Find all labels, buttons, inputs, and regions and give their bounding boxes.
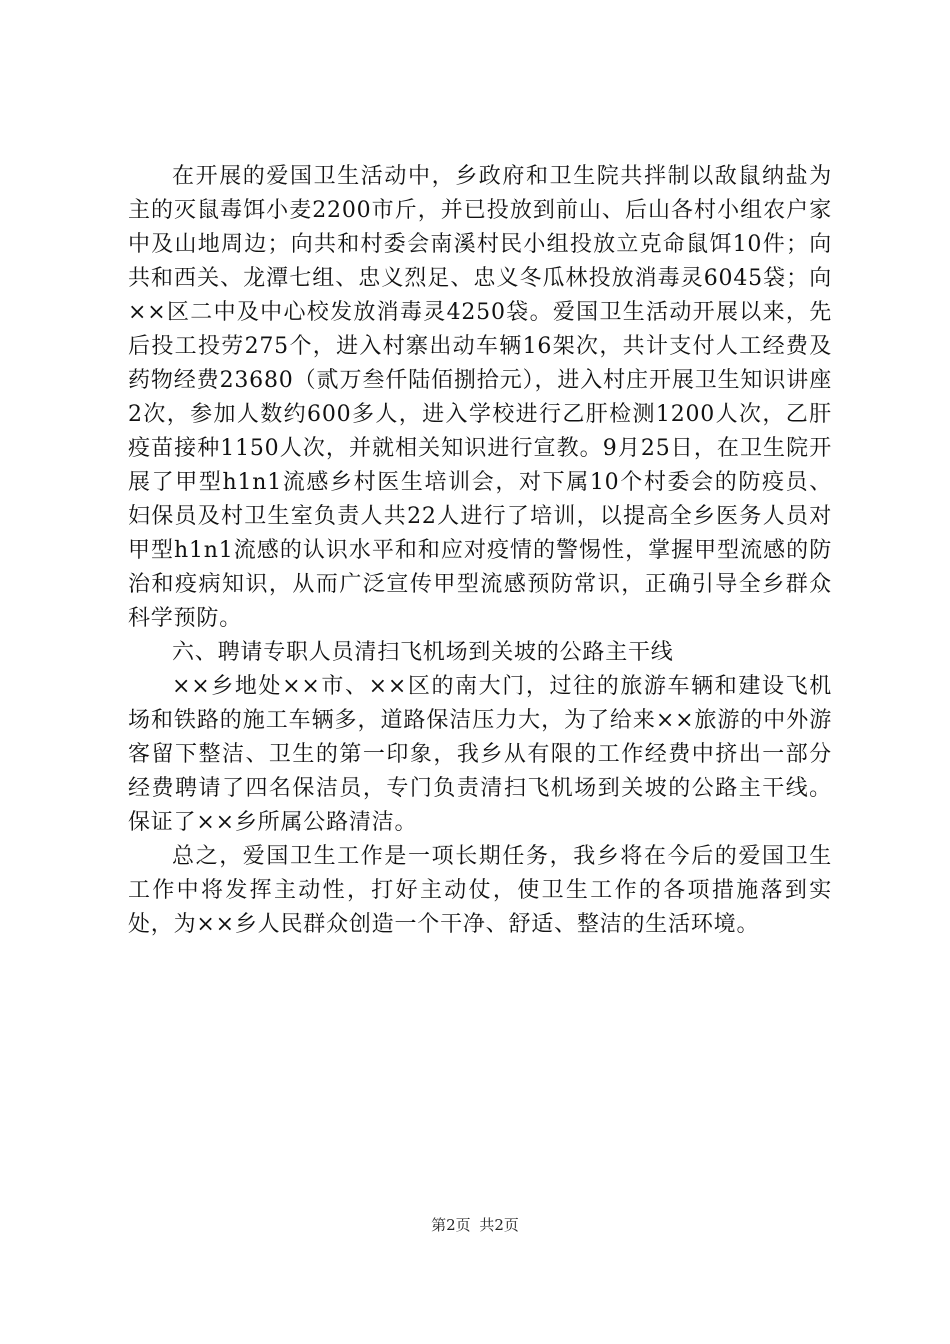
paragraph-sanitation-activities: 在开展的爱国卫生活动中，乡政府和卫生院共拌制以敌鼠纳盐为主的灭鼠毒饵小麦2200市斤，并已投放到前山、后山各村小组农户家中及山地周边；向共和村委会南溪村民小组投放立克命鼠饵10件；向共和西关、龙潭七组、忠义烈足、忠义冬瓜林投放消毒灵6045袋；向××区二中及中心校发放消毒灵4250袋。爱国卫生活动开展以来，先后投工投劳275个，进入村寨出动车辆16架次，共计支付人工经费及药物经费23680（贰万叁仟陆佰捌拾元），进入村庄开展卫生知识讲座2次，参加人数约600多人，进入学校进行乙肝检测1200人次，乙肝疫苗接种1150人次，并就相关知识进行宣教。9月25日，在卫生院开展了甲型h1n1流感乡村医生培训会，对下属10个村委会的防疫员、妇保员及村卫生室负责人共22人进行了培训，以提高全乡医务人员对甲型h1n1流感的认识水平和和应对疫情的警惕性，掌握甲型流感的防治和疫病知识，从而广泛宣传甲型流感预防常识，正确引导全乡群众科学预防。: [128, 164, 832, 631]
page-number: 第2页: [431, 1216, 471, 1234]
document-body: [128, 160, 832, 942]
section-heading-six: 六、聘请专职人员清扫飞机场到关坡的公路主干线: [172, 640, 674, 665]
paragraph-summary: 总之，爱国卫生工作是一项长期任务，我乡将在今后的爱国卫生工作中将发挥主动性，打好主动仗，使卫生工作的各项措施落到实处，为××乡人民群众创造一个干净、舒适、整洁的生活环境。: [128, 844, 832, 937]
paragraph-road-cleaning: ××乡地处××市、××区的南大门，过往的旅游车辆和建设飞机场和铁路的施工车辆多，道路保洁压力大，为了给来××旅游的中外游客留下整洁、卫生的第一印象，我乡从有限的工作经费中挤出一部分经费聘请了四名保洁员，专门负责清扫飞机场到关坡的公路主干线。保证了××乡所属公路清洁。: [128, 674, 832, 835]
page-total: 共2页: [479, 1216, 519, 1234]
page-footer: [0, 1215, 950, 1235]
